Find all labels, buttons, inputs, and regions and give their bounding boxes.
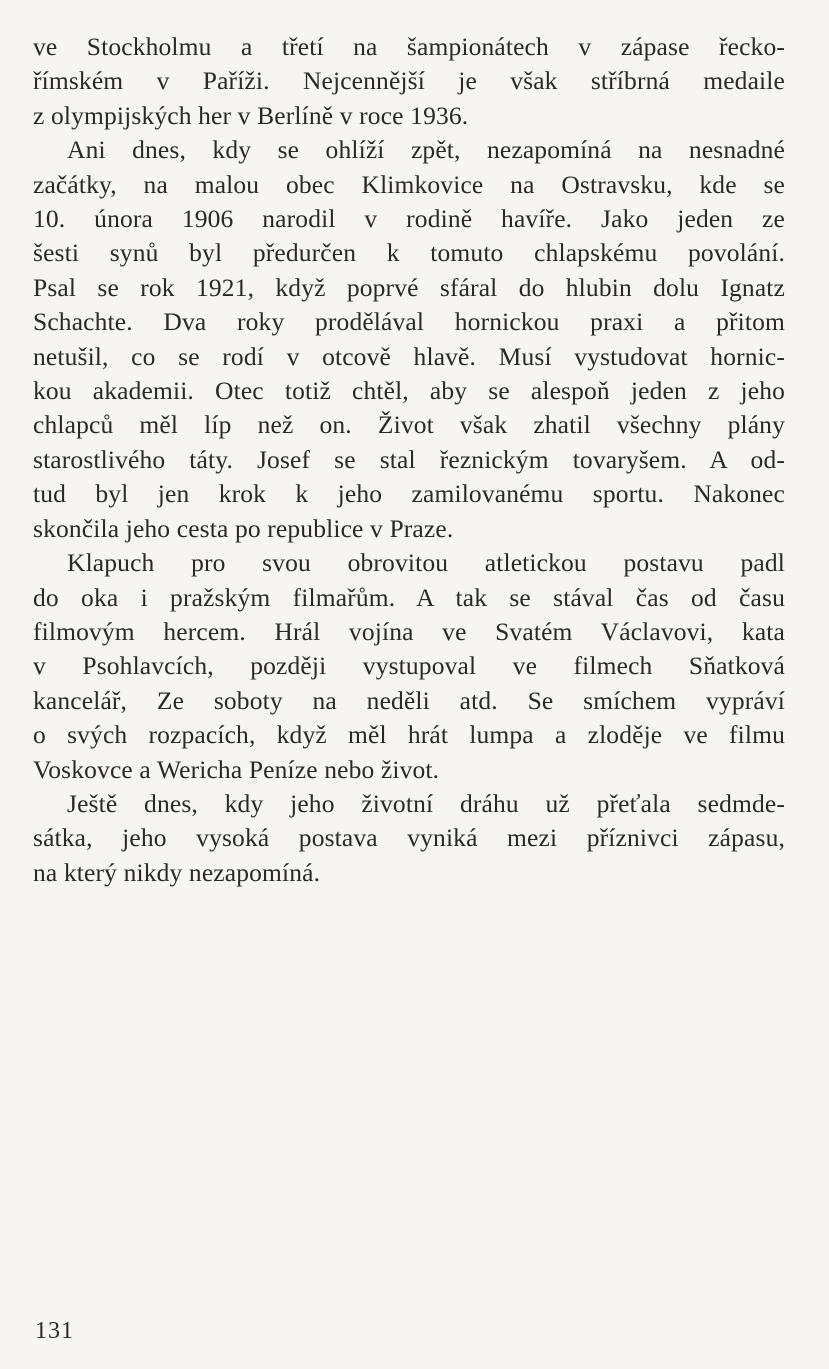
text-line: sátka, jeho vysoká postava vyniká mezi příznivci zápasu, <box>33 823 785 853</box>
text-line: Psal se rok 1921, když poprvé sfáral do hlubin dolu Ignatz <box>33 272 785 302</box>
text-line: na který nikdy nezapomíná. <box>33 857 321 887</box>
page-number: 131 <box>35 1318 74 1344</box>
paragraph-1 <box>33 30 785 133</box>
text-line: kou akademii. Otec totiž chtěl, aby se alespoň jeden z jeho <box>33 376 785 406</box>
text-line: kancelář, Ze soboty na neděli atd. Se smíchem vypráví <box>33 685 785 715</box>
text-line: starostlivého táty. Josef se stal řeznickým tovaryšem. A od- <box>33 444 785 474</box>
text-line: do oka i pražským filmařům. A tak se stával čas od času <box>33 582 785 612</box>
text-line: šesti synů byl předurčen k tomuto chlapskému povolání. <box>33 238 785 268</box>
text-line: filmovým hercem. Hrál vojína ve Svatém Václavovi, kata <box>33 616 785 646</box>
paragraph-3 <box>33 546 785 787</box>
text-line: skončila jeho cesta po republice v Praze. <box>33 513 454 543</box>
text-line: chlapců měl líp než on. Život však zhatil všechny plány <box>33 410 785 440</box>
text-line: o svých rozpacích, když měl hrát lumpa a zloděje ve filmu <box>33 720 785 750</box>
text-line: ve Stockholmu a třetí na šampionátech v zápase řecko- <box>33 32 785 61</box>
text-line: začátky, na malou obec Klimkovice na Ostravsku, kde se <box>33 169 785 199</box>
text-line: z olympijských her v Berlíně v roce 1936. <box>33 100 469 130</box>
text-line: v Psohlavcích, později vystupoval ve filmech Sňatková <box>33 651 785 681</box>
text-line: netušil, co se rodí v otcově hlavě. Musí vystudovat hornic- <box>33 341 785 371</box>
text-line: římském v Paříži. Nejcennější je však stříbrná medaile <box>33 66 785 96</box>
text-line: Klapuch pro svou obrovitou atletickou postavu padl <box>67 548 785 578</box>
paragraph-4 <box>33 787 785 890</box>
text-line: Voskovce a Wericha Peníze nebo život. <box>33 754 440 784</box>
text-line: 10. února 1906 narodil v rodině havíře. Jako jeden ze <box>33 204 785 234</box>
text-line: Ani dnes, kdy se ohlíží zpět, nezapomíná na nesnadné <box>67 135 785 165</box>
text-line: Schachte. Dva roky prodělával hornickou praxi a přitom <box>33 307 785 337</box>
text-line: tud byl jen krok k jeho zamilovanému sportu. Nakonec <box>33 479 785 509</box>
text-line: Ještě dnes, kdy jeho životní dráhu už přeťala sedmde- <box>67 788 785 818</box>
body-text <box>33 30 785 890</box>
paragraph-2 <box>33 133 785 546</box>
